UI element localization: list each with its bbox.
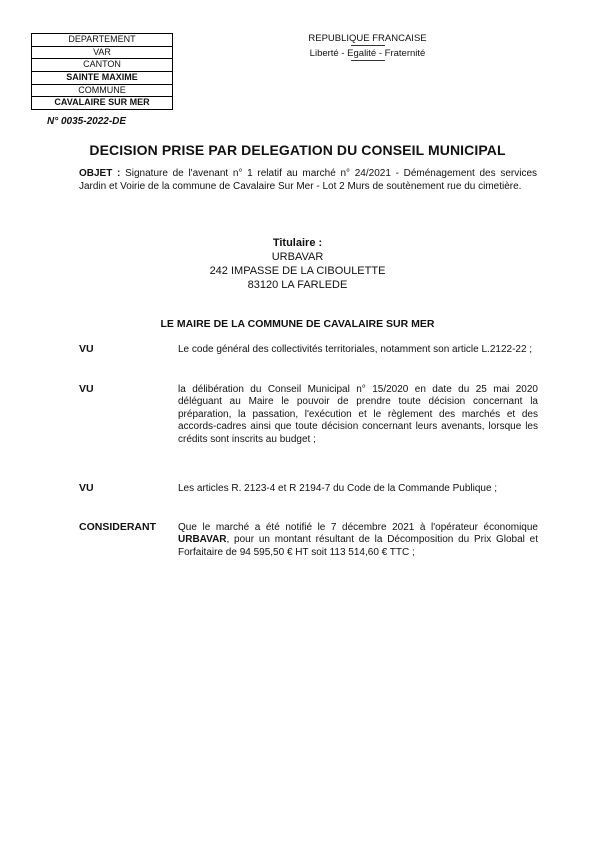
admin-row-commune: CAVALAIRE SUR MER [54, 97, 150, 108]
separator-line [351, 60, 385, 61]
separator-line [351, 45, 385, 46]
clause-label: CONSIDERANT [79, 521, 157, 533]
titulaire-address: 242 IMPASSE DE LA CIBOULETTE [209, 265, 386, 277]
clause-label: VU [79, 383, 94, 395]
objet-paragraph [79, 168, 537, 193]
clause-text: Le code général des collectivités territoriales, notamment son article L.2122-22 ; [178, 344, 533, 355]
clause-text [178, 522, 538, 559]
republic-motto: Liberté - Egalité - Fraternité [309, 48, 426, 59]
clause-label: VU [79, 343, 94, 355]
titulaire-name: URBAVAR [271, 251, 324, 263]
page-title: DECISION PRISE PAR DELEGATION DU CONSEIL MUNICIPAL [89, 142, 506, 158]
admin-row-canton: SAINTE MAXIME [32, 72, 172, 85]
admin-row-department-label: DEPARTEMENT [32, 34, 172, 47]
maire-heading: LE MAIRE DE LA COMMUNE DE CAVALAIRE SUR MER [160, 318, 435, 330]
objet-label: OBJET : [79, 168, 121, 179]
decision-reference: N° 0035-2022-DE [47, 116, 127, 127]
clause-text-part: , pour un montant résultant de la Décomposition du Prix Global et Forfaitaire de 94 595,50 € HT soit 113 514,60 € TTC ; [178, 534, 538, 558]
admin-table [31, 33, 173, 110]
admin-row-canton-label: CANTON [32, 59, 172, 72]
titulaire-city: 83120 LA FARLEDE [247, 279, 348, 291]
objet-text: Signature de l'avenant n° 1 relatif au marché n° 24/2021 - Déménagement des services Jardin et Voirie de la commune de Cavalaire Sur Mer - Lot 2 Murs de soutènement rue du cimetière. [79, 168, 538, 192]
titulaire-heading: Titulaire : [272, 237, 323, 249]
admin-row-department: VAR [32, 47, 172, 60]
titulaire-block [0, 236, 595, 292]
admin-row-commune-label: COMMUNE [32, 85, 172, 98]
clause-text: la délibération du Conseil Municipal n° 15/2020 en date du 25 mai 2020 déléguant au Maire le pouvoir de prendre toute décision concernant la préparation, la passation, l'exécution et le règlement des marchés et des accords-cadres ainsi que toute décision concernant leurs avenants, lorsque les crédits sont inscrits au budget ; [178, 384, 538, 445]
republic-name: REPUBLIQUE FRANCAISE [308, 33, 427, 44]
republic-block [290, 33, 445, 63]
clause-text: Les articles R. 2123-4 et R 2194-7 du Code de la Commande Publique ; [178, 483, 498, 494]
clause-text-part: Que le marché a été notifié le 7 décembre 2021 à l'opérateur économique [178, 522, 538, 533]
titulaire-name-inline: URBAVAR [178, 534, 227, 546]
clause-label: VU [79, 482, 94, 494]
